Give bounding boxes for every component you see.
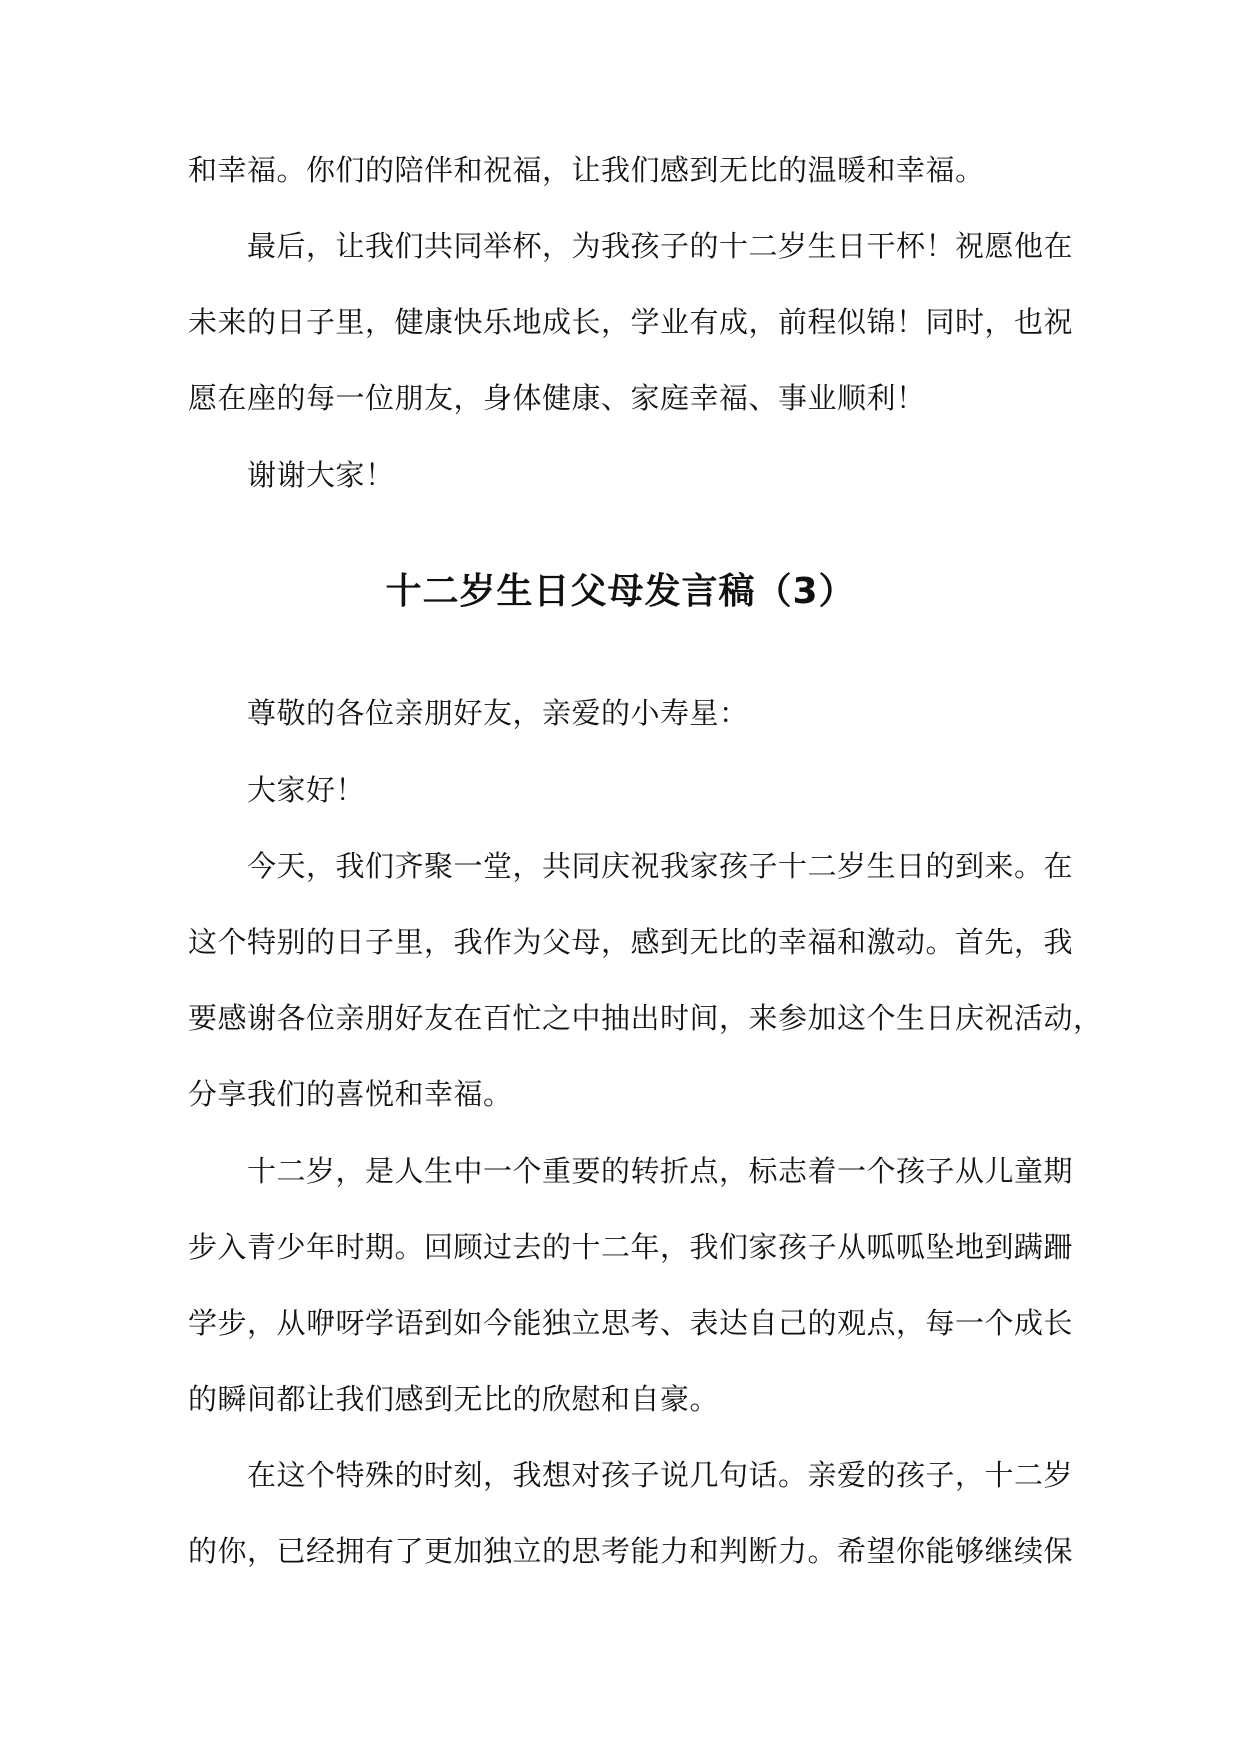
paragraph-line: 在这个特殊的时刻，我想对孩子说几句话。亲爱的孩子，十二岁 — [247, 1458, 1074, 1492]
paragraph-line: 未来的日子里，健康快乐地成长，学业有成，前程似锦！同时，也祝 — [188, 305, 1074, 339]
paragraph-line: 尊敬的各位亲朋好友，亲爱的小寿星： — [247, 696, 749, 730]
paragraph-line: 这个特别的日子里，我作为父母，感到无比的幸福和激动。首先，我 — [188, 925, 1074, 959]
paragraph-line: 的瞬间都让我们感到无比的欣慰和自豪。 — [188, 1382, 720, 1416]
paragraph-line: 谢谢大家！ — [247, 458, 395, 492]
paragraph-line: 最后，让我们共同举杯，为我孩子的十二岁生日干杯！祝愿他在 — [247, 229, 1074, 263]
section-title: 十二岁生日父母发言稿（3） — [385, 571, 856, 612]
paragraph-line: 学步，从咿呀学语到如今能独立思考、表达自己的观点，每一个成长 — [188, 1306, 1074, 1340]
paragraph-line: 大家好！ — [247, 773, 366, 807]
paragraph-line: 分享我们的喜悦和幸福。 — [188, 1077, 513, 1111]
paragraph-line: 和幸福。你们的陪伴和祝福，让我们感到无比的温暖和幸福。 — [188, 153, 985, 187]
paragraph-line: 步入青少年时期。回顾过去的十二年，我们家孩子从呱呱坠地到蹒跚 — [188, 1230, 1074, 1264]
paragraph-line: 十二岁，是人生中一个重要的转折点，标志着一个孩子从儿童期 — [247, 1154, 1074, 1188]
paragraph-line: 今天，我们齐聚一堂，共同庆祝我家孩子十二岁生日的到来。在 — [247, 849, 1074, 883]
paragraph-line: 的你，已经拥有了更加独立的思考能力和判断力。希望你能够继续保 — [188, 1534, 1074, 1568]
paragraph-line: 要感谢各位亲朋好友在百忙之中抽出时间，来参加这个生日庆祝活动， — [188, 1001, 1103, 1035]
paragraph-line: 愿在座的每一位朋友，身体健康、家庭幸福、事业顺利！ — [188, 381, 926, 415]
